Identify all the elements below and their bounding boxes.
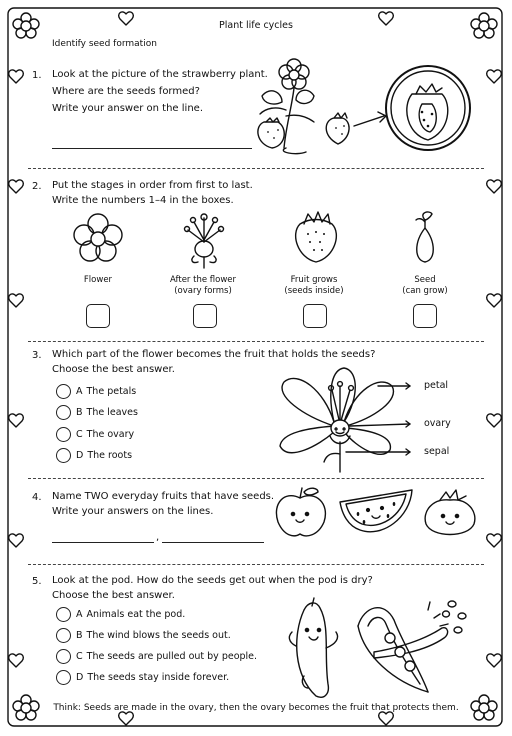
q5-option-b[interactable] xyxy=(56,626,231,644)
q3-line-1: Which part of the flower becomes the fruit that holds the seeds? xyxy=(52,349,376,360)
radio-circle[interactable] xyxy=(56,649,71,664)
option-letter: C xyxy=(76,428,83,440)
option-text: The petals xyxy=(86,385,137,397)
q1-number: 1. xyxy=(32,70,42,81)
section-divider xyxy=(28,564,484,565)
seed-icon xyxy=(410,208,440,264)
page-title: Plant life cycles xyxy=(219,20,293,31)
radio-circle[interactable] xyxy=(56,427,71,442)
option-letter: D xyxy=(76,449,84,461)
stage-flower-box[interactable] xyxy=(86,304,110,328)
q3-option-b[interactable] xyxy=(56,403,138,421)
answer-separator: , xyxy=(156,532,160,543)
stage-seed-label: Seed xyxy=(414,275,436,285)
q1-line-2: Where are the seeds formed? xyxy=(52,86,200,97)
flower-parts-diagram xyxy=(274,366,422,474)
tomato-icon xyxy=(422,488,478,540)
stage-seed-box[interactable] xyxy=(413,304,437,328)
q3-option-c[interactable] xyxy=(56,425,134,443)
strawberry-icon xyxy=(292,210,340,262)
q4-line-2: Write your answers on the lines. xyxy=(52,506,214,517)
q1-line-1: Look at the picture of the strawberry plant. xyxy=(52,69,268,80)
q1-line-3: Write your answer on the line. xyxy=(52,103,203,114)
q3-option-a[interactable] xyxy=(56,382,136,400)
q3-line-2: Choose the best answer. xyxy=(52,364,175,375)
stage-fruit-sub: (seeds inside) xyxy=(284,286,344,296)
q4-number: 4. xyxy=(32,492,42,503)
option-letter: D xyxy=(76,671,84,683)
watermelon-icon xyxy=(338,486,414,538)
stage-after-flower-sub: (ovary forms) xyxy=(174,286,232,296)
petal-label: petal xyxy=(424,380,449,391)
q5-option-c[interactable] xyxy=(56,647,257,665)
q5-option-d[interactable] xyxy=(56,668,229,686)
option-letter: A xyxy=(76,385,83,397)
section-divider xyxy=(28,168,484,169)
q5-line-1: Look at the pod. How do the seeds get out when the pod is dry? xyxy=(52,575,373,586)
q2-line-2: Write the numbers 1–4 in the boxes. xyxy=(52,195,234,206)
section-divider xyxy=(28,478,484,479)
pea-pod-icon xyxy=(290,596,350,700)
q3-number: 3. xyxy=(32,350,42,361)
footer-note: Think: Seeds are made in the ovary, then the ovary becomes the fruit that protects them. xyxy=(53,703,459,713)
ovary-icon xyxy=(184,212,224,268)
option-letter: C xyxy=(76,650,83,662)
radio-circle[interactable] xyxy=(56,670,71,685)
q2-line-1: Put the stages in order from first to last. xyxy=(52,180,253,191)
option-text: The ovary xyxy=(86,428,135,440)
flower-icon xyxy=(72,214,124,264)
q2-number: 2. xyxy=(32,181,42,192)
q4-line-1: Name TWO everyday fruits that have seeds. xyxy=(52,491,275,502)
option-text: The wind blows the seeds out. xyxy=(86,629,231,641)
apple-icon xyxy=(272,484,332,540)
q5-number: 5. xyxy=(32,576,42,587)
option-text: The seeds stay inside forever. xyxy=(87,671,230,683)
q1-answer-line[interactable] xyxy=(52,148,252,149)
stage-seed-sub: (can grow) xyxy=(402,286,448,296)
option-text: Animals eat the pod. xyxy=(86,608,186,620)
ovary-label: ovary xyxy=(424,418,451,429)
sepal-label: sepal xyxy=(424,446,450,457)
q5-line-2: Choose the best answer. xyxy=(52,590,175,601)
q4-answer-line-1[interactable] xyxy=(52,542,154,543)
stage-flower-label: Flower xyxy=(83,275,113,285)
strawberry-plant-image xyxy=(256,56,486,160)
radio-circle[interactable] xyxy=(56,405,71,420)
radio-circle[interactable] xyxy=(56,384,71,399)
stage-after-flower-box[interactable] xyxy=(193,304,217,328)
option-text: The roots xyxy=(87,449,133,461)
radio-circle[interactable] xyxy=(56,628,71,643)
stage-fruit-box[interactable] xyxy=(303,304,327,328)
open-pod-icon xyxy=(354,596,474,700)
section-divider xyxy=(28,341,484,342)
q3-option-d[interactable] xyxy=(56,446,132,464)
q4-answer-line-2[interactable] xyxy=(162,542,264,543)
radio-circle[interactable] xyxy=(56,448,71,463)
option-letter: A xyxy=(76,608,83,620)
option-text: The seeds are pulled out by people. xyxy=(86,650,258,662)
option-letter: B xyxy=(76,629,83,641)
option-letter: B xyxy=(76,406,83,418)
q5-option-a[interactable] xyxy=(56,605,185,623)
option-text: The leaves xyxy=(86,406,138,418)
stage-after-flower-label: After the flower xyxy=(170,275,236,285)
radio-circle[interactable] xyxy=(56,607,71,622)
stage-fruit-label: Fruit grows xyxy=(290,275,338,285)
page-subtitle: Identify seed formation xyxy=(52,39,157,49)
